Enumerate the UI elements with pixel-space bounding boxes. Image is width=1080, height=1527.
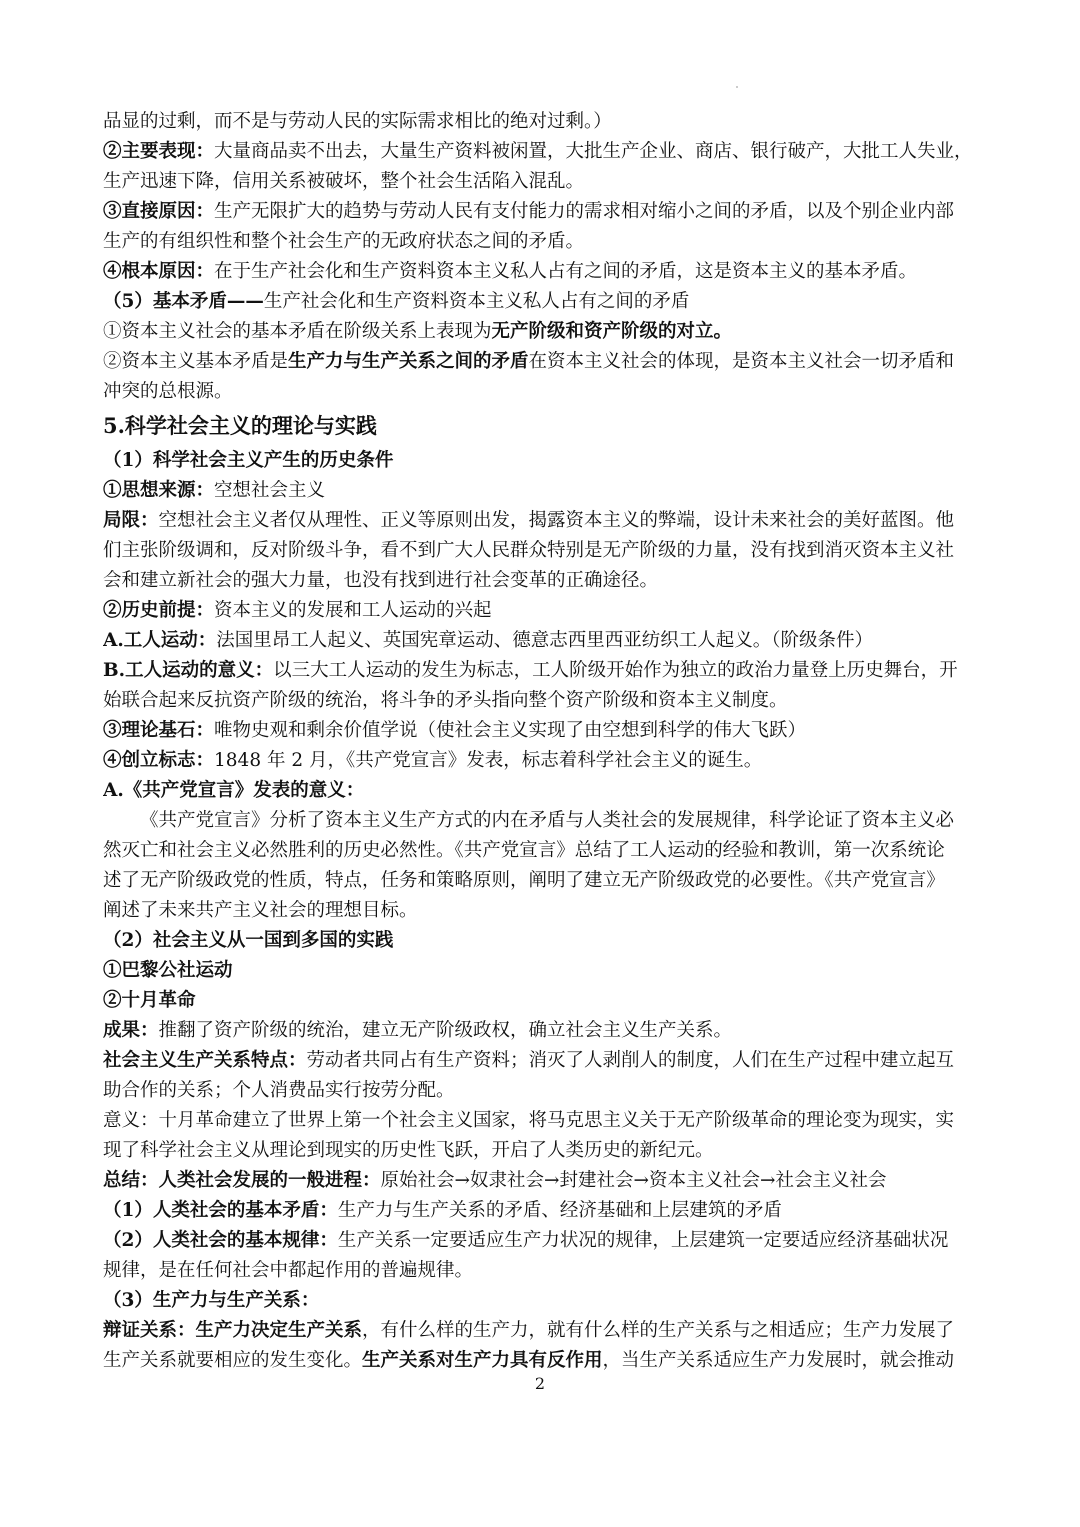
text-line: 规律，是在任何社会中都起作用的普遍规律。 xyxy=(103,1260,474,1281)
text-line: 《共产党宣言》分析了资本主义生产方式的内在矛盾与人类社会的发展规律，科学论证了资本主义必 xyxy=(140,810,955,831)
text-line: （1）人类社会的基本矛盾：生产力与生产关系的矛盾、经济基础和上层建筑的矛盾 xyxy=(103,1200,782,1221)
text-line: 助合作的关系；个人消费品实行按劳分配。 xyxy=(103,1080,455,1101)
text-line: ②历史前提：资本主义的发展和工人运动的兴起 xyxy=(103,600,492,621)
text-line: 意义：十月革命建立了世界上第一个社会主义国家，将马克思主义关于无产阶级革命的理论变为现实，实 xyxy=(103,1110,955,1131)
text-line: 然灭亡和社会主义必然胜利的历史必然性。《共产党宣言》总结了工人运动的经验和教训，第一次系统论 xyxy=(103,840,945,861)
text-line: 始联合起来反抗资产阶级的统治，将斗争的矛头指向整个资产阶级和资本主义制度。 xyxy=(103,690,788,711)
text-line: 社会主义生产关系特点：劳动者共同占有生产资料；消灭了人剥削人的制度，人们在生产过程中建立起互 xyxy=(103,1050,955,1071)
text-line: （2）人类社会的基本规律：生产关系一定要适应生产力状况的规律，上层建筑一定要适应经济基础状况 xyxy=(103,1230,949,1251)
text-line: 局限：空想社会主义者仅从理性、正义等原则出发，揭露资本主义的弊端，设计未来社会的美好蓝图。他 xyxy=(103,510,955,531)
text-line: A.工人运动：法国里昂工人起义、英国宪章运动、德意志西里西亚纺织工人起义。（阶级条件） xyxy=(103,630,874,651)
text-line: 们主张阶级调和，反对阶级斗争，看不到广大人民群众特别是无产阶级的力量，没有找到消灭资本主义社 xyxy=(103,540,955,561)
text-line: ③直接原因：生产无限扩大的趋势与劳动人民有支付能力的需求相对缩小之间的矛盾，以及个别企业内部 xyxy=(103,201,955,222)
text-line: ②主要表现：大量商品卖不出去，大量生产资料被闲置，大批生产企业、商店、银行破产，大批工人失业， xyxy=(103,141,973,162)
chapter-heading: 5.科学社会主义的理论与实践 xyxy=(103,413,377,438)
text-line: 述了无产阶级政党的性质，特点，任务和策略原则，阐明了建立无产阶级政党的必要性。《共产党宣言》 xyxy=(103,870,945,891)
text-line: 阐述了未来共产主义社会的理想目标。 xyxy=(103,900,418,921)
text-line: ②资本主义基本矛盾是生产力与生产关系之间的矛盾在资本主义社会的体现，是资本主义社会一切矛盾和 xyxy=(103,351,955,372)
text-line: 生产关系就要相应的发生变化。生产关系对生产力具有反作用，当生产关系适应生产力发展时，就会推动 xyxy=(103,1350,955,1371)
text-line: 生产的有组织性和整个社会生产的无政府状态之间的矛盾。 xyxy=(103,231,585,252)
section-heading: （1）科学社会主义产生的历史条件 xyxy=(103,450,394,471)
text-line: ④创立标志：1848 年 2 月，《共产党宣言》发表，标志着科学社会主义的诞生。 xyxy=(103,750,763,771)
text-line: ①思想来源：空想社会主义 xyxy=(103,480,326,501)
text-line: 生产迅速下降，信用关系被破坏，整个社会生活陷入混乱。 xyxy=(103,171,585,192)
text-line: 总结：人类社会发展的一般进程：原始社会→奴隶社会→封建社会→资本主义社会→社会主义社会 xyxy=(103,1170,887,1191)
section-heading: （2）社会主义从一国到多国的实践 xyxy=(103,930,394,951)
text-line: B.工人运动的意义：以三大工人运动的发生为标志，工人阶级开始作为独立的政治力量登上历史舞台，开 xyxy=(103,660,958,681)
text-line: 会和建立新社会的强大力量，也没有找到进行社会变革的正确途径。 xyxy=(103,570,659,591)
text-line: ②十月革命 xyxy=(103,990,196,1011)
text-line: ④根本原因：在于生产社会化和生产资料资本主义私人占有之间的矛盾，这是资本主义的基本矛盾。 xyxy=(103,261,918,282)
text-line: 辩证关系：生产力决定生产关系，有什么样的生产力，就有什么样的生产关系与之相适应；生产力发展了 xyxy=(103,1320,955,1341)
text-line: ①巴黎公社运动 xyxy=(103,960,233,981)
page-number: 2 xyxy=(534,1374,546,1393)
text-line: 品显的过剩，而不是与劳动人民的实际需求相比的绝对过剩。） xyxy=(103,111,612,132)
text-line: A.《共产党宣言》发表的意义： xyxy=(103,780,365,801)
scan-speck xyxy=(736,86,738,88)
section-heading: （3）生产力与生产关系： xyxy=(103,1290,320,1311)
section-heading: （5）基本矛盾——生产社会化和生产资料资本主义私人占有之间的矛盾 xyxy=(103,291,690,312)
text-line: ①资本主义社会的基本矛盾在阶级关系上表现为无产阶级和资产阶级的对立。 xyxy=(103,321,733,342)
text-line: 成果：推翻了资产阶级的统治，建立无产阶级政权，确立社会主义生产关系。 xyxy=(103,1020,733,1041)
text-line: 冲突的总根源。 xyxy=(103,381,233,402)
text-line: ③理论基石：唯物史观和剩余价值学说（使社会主义实现了由空想到科学的伟大飞跃） xyxy=(103,720,807,741)
text-line: 现了科学社会主义从理论到现实的历史性飞跃，开启了人类历史的新纪元。 xyxy=(103,1140,714,1161)
